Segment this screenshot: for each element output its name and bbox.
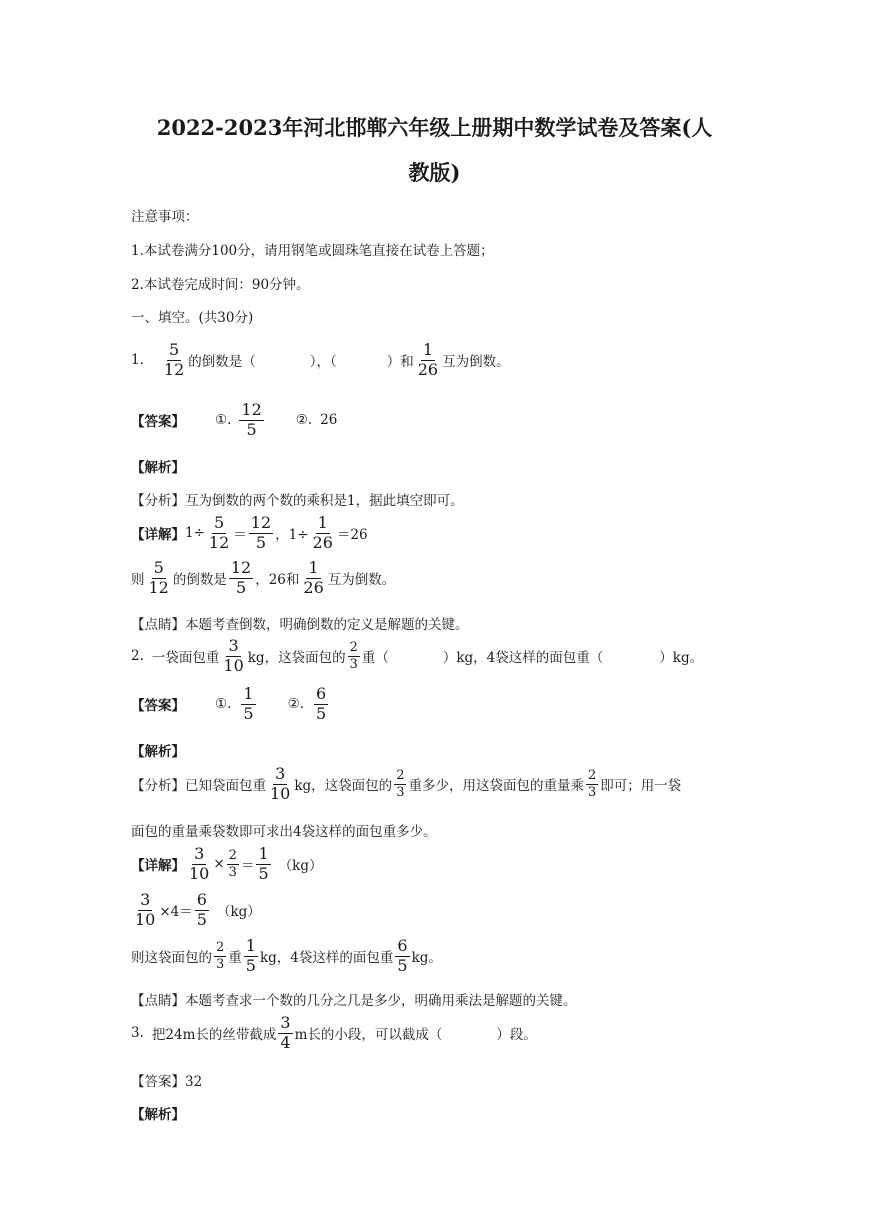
math-text: 1÷ [185,525,205,542]
question-text: ）kg。 [659,650,704,667]
answer-marker: ②. [295,412,313,429]
analysis-text: 重多少，用这袋面包的重量乘 [408,778,584,795]
math-text: 则 [131,572,145,589]
question-text: 一袋面包重 [151,650,220,667]
unit-text: （kg） [278,858,323,875]
question-text: ），（ [309,354,337,371]
fraction: $\frac{12}{5}$ [230,558,252,597]
math-text: 则这袋面包的 [131,950,212,967]
fraction: $\frac{6}{5}$ [397,936,408,975]
math-text: kg。 [411,950,442,967]
detail-line [131,846,322,883]
fraction: $\frac{2}{3}$ [587,768,597,800]
notice-heading: 注意事项： [131,209,199,225]
notice-item-1: 1.本试卷满分100分，请用钢笔或圆珠笔直接在试卷上答题； [131,243,494,259]
detail-line [131,515,368,552]
question-3 [131,1015,537,1052]
math-text: ＝ [233,527,247,544]
fraction: $\frac{1}{5}$ [258,844,269,883]
question-text: 把24m长的丝带截成 [151,1027,277,1044]
question-text: ）kg，4袋这样的面包重（ [442,650,604,667]
answer-line [131,686,330,723]
document-title-line2: 教版) [408,160,461,185]
math-text: ＝26 [336,527,368,544]
math-text: 互为倒数。 [327,572,396,589]
math-text: ×4＝ [159,904,193,921]
fraction: $\frac{2}{3}$ [216,940,225,972]
answer-fraction: $\frac{1}{5}$ [243,684,254,723]
question-text: 互为倒数。 [442,354,510,371]
fraction: $\frac{1}{5}$ [245,936,256,975]
document-title-line1: 2022-2023年河北邯郸六年级上册期中数学试卷及答案(人 [156,115,713,140]
fraction: $\frac{3}{10}$ [135,890,156,929]
fraction: $\frac{2}{3}$ [396,768,405,800]
fraction: $\frac{3}{10}$ [270,764,291,803]
analysis-label: 【解析】 [131,744,185,760]
answer-marker: ②. [287,696,304,713]
fraction: $\frac{5}{12}$ [148,558,169,597]
conclusion-line [131,560,395,597]
question-text: 重（ [361,650,389,667]
fraction: $\frac{2}{3}$ [349,640,358,672]
answer-fraction: $\frac{6}{5}$ [316,684,327,723]
question-text: m长的小段，可以截成（ [294,1027,443,1044]
fraction: $\frac{1}{26}$ [417,340,439,379]
question-text: kg，这袋面包的 [247,650,346,667]
question-text: 的倒数是（ [188,354,256,371]
fraction: $\frac{1}{26}$ [303,558,324,597]
answer-marker: ①. [215,412,232,429]
answer-value: 26 [320,412,338,429]
remark-text: 【点睛】本题考查倒数，明确倒数的定义是解题的关键。 [131,617,469,633]
question-number: 2. [131,648,144,665]
math-text: 重 [228,950,242,967]
detail-label: 【详解】 [131,858,185,875]
detail-label: 【详解】 [131,527,185,544]
answer-fraction: $\frac{12}{5}$ [241,400,262,439]
math-text: ＝ [240,858,255,875]
conclusion-line [131,938,442,975]
analysis-label: 【解析】 [131,1107,185,1123]
question-1 [131,342,510,379]
question-2 [131,638,703,675]
fraction: $\frac{3}{10}$ [189,844,210,883]
question-text: ）段。 [496,1027,537,1044]
fraction: $\frac{6}{5}$ [196,890,207,929]
math-text: 的倒数是 [172,572,227,589]
fraction: $\frac{2}{3}$ [228,848,237,880]
detail-line [131,892,261,929]
answer-text: 【答案】32 [131,1074,203,1090]
fraction: $\frac{3}{4}$ [280,1013,291,1052]
remark-text: 【点睛】本题考查求一个数的几分之几是多少，明确用乘法是解题的关键。 [131,993,577,1009]
notice-item-2: 2.本试卷完成时间：90分钟。 [131,277,310,293]
math-text: ，1÷ [275,527,309,544]
unit-text: （kg） [216,904,261,921]
analysis-text: 面包的重量乘袋数即可求出4袋这样的面包重多少。 [131,824,437,840]
answer-label: 【答案】 [131,414,185,431]
fraction: $\frac{5}{12}$ [208,513,230,552]
question-number: 1. [131,352,144,369]
analysis-text: 【分析】已知袋面包重 [131,778,266,795]
fraction: $\frac{5}{12}$ [163,340,185,379]
analysis-text: 即可；用一袋 [600,778,682,795]
analysis-text: kg，这袋面包的 [294,778,393,795]
fraction: $\frac{12}{5}$ [250,513,272,552]
answer-label: 【答案】 [131,698,185,715]
analysis-line [131,766,681,803]
analysis-label: 【解析】 [131,460,185,476]
fraction: $\frac{1}{26}$ [312,513,333,552]
math-text: × [213,856,225,873]
analysis-text: 【分析】互为倒数的两个数的乘积是1，据此填空即可。 [131,493,464,509]
answer-marker: ①. [215,696,232,713]
math-text: ，26和 [255,572,300,589]
section-heading: 一、填空。(共30分) [131,310,254,326]
math-text: kg，4袋这样的面包重 [259,950,394,967]
question-text: ）和 [386,354,414,371]
answer-line [131,402,337,439]
fraction: $\frac{3}{10}$ [223,636,244,675]
question-number: 3. [131,1025,144,1042]
